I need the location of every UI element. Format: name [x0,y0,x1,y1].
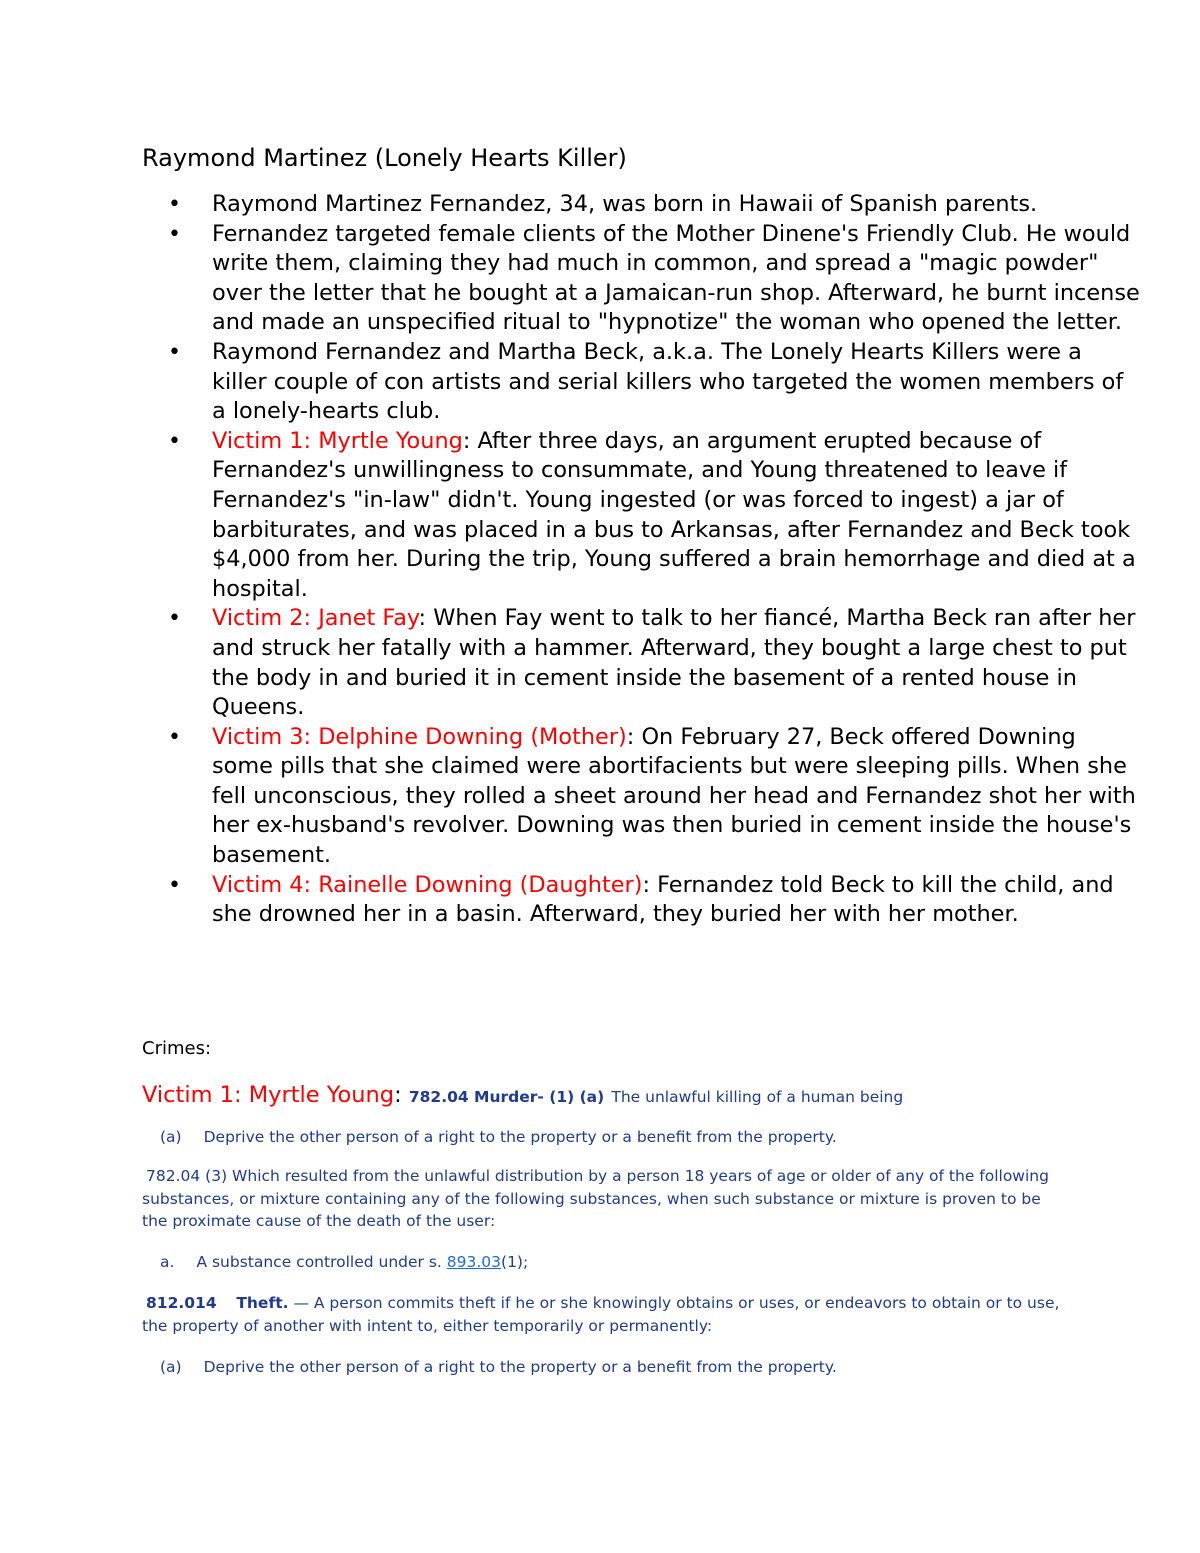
list-item-text: Fernandez told Beck to kill the child, and she drowned her in a basin. Afterward, they buried her with her mother. [212,871,1114,928]
statute-number: 782.04 Murder- (1) (a) [408,1088,605,1106]
list-item [212,427,1142,605]
crimes-heading: Crimes: [142,1038,212,1059]
item-text: Deprive the other person of a right to the property or a benefit from the property. [203,1358,837,1376]
facts-list [142,190,1142,930]
statute-item [160,1126,837,1149]
statute-number: 812.014 [146,1294,217,1312]
label-separator: : [462,427,478,454]
label-separator: : [626,723,642,750]
item-marker: (a) [160,1128,182,1146]
list-item-text: When Fay went to talk to her fiancé, Martha Beck ran after her and struck her fatally with a hammer. Afterward, they bought a large chest to put the body in and buried it in cement inside the basement of a rented house in Queens. [212,605,1136,721]
label-separator: : [642,871,658,898]
list-item [212,723,1142,871]
list-item-text: After three days, an argument erupted because of Fernandez's unwillingness to consummate, and Young threatened to leave if Fernandez's "in-law" didn't. Young ingested (or was forced to ingest) a jar of barbiturates, and was placed in a bus to Arkansas, after Fernandez and Beck took $4,000 from her. During the trip, Young suffered a brain hemorrhage and died at a hospital. [212,427,1136,602]
victim-label: Victim 3: Delphine Downing (Mother) [212,723,627,750]
victim-label: Victim 1: Myrtle Young [142,1082,395,1108]
item-text-suffix: (1); [501,1253,529,1271]
item-marker: (a) [160,1358,182,1376]
list-item-text: Fernandez targeted female clients of the Mother Dinene's Friendly Club. He would write them, claiming they had much in common, and spread a "magic powder" over the letter that he bought at a Jamaican-run shop. Afterward, he burnt incense and made an unspecified ritual to "hypnotize" the woman who opened the letter. [212,220,1140,336]
statute-sub-item [160,1251,528,1274]
label-separator: : [394,1082,402,1108]
list-item-text: On February 27, Beck offered Downing some pills that she claimed were abortifacients but were sleeping pills. When she fell unconscious, they rolled a sheet around her head and Fernandez shot her with her ex-husband's revolver. Downing was then buried in cement inside the house's basement. [212,723,1136,869]
statute-paragraph: 782.04 (3) Which resulted from the unlawful distribution by a person 18 years of age or older of any of the following substances, or mixture containing any of the following substances, when such substance or mixture is proven to be the proximate cause of the death of the user: [142,1167,1049,1230]
label-separator: : [418,605,434,632]
item-text: Deprive the other person of a right to the property or a benefit from the property. [203,1128,837,1146]
statute-text: — A person commits theft if he or she knowingly obtains or uses, or endeavors to obtain or to use, the property of another with intent to, either temporarily or permanently: [142,1294,1060,1335]
list-item [212,871,1142,930]
victim-label: Victim 1: Myrtle Young [212,427,463,454]
item-marker: a. [160,1253,175,1271]
statute-item [160,1356,837,1379]
item-text-prefix: A substance controlled under s. [196,1253,442,1271]
victim-label: Victim 2: Janet Fay [212,605,419,632]
list-item [212,190,1142,220]
victim-section-heading [142,1078,903,1114]
statute-name: Theft. [236,1294,289,1312]
list-item [212,338,1142,427]
statute-link[interactable]: 893.03 [446,1253,502,1271]
document-title: Raymond Martinez (Lonely Hearts Killer) [142,144,627,172]
statute-text: The unlawful killing of a human being [611,1088,904,1106]
theft-statute [142,1292,1062,1337]
list-item [212,220,1142,338]
list-item [212,604,1142,722]
list-item-text: Raymond Martinez Fernandez, 34, was born in Hawaii of Spanish parents. [212,191,1038,217]
victim-label: Victim 4: Rainelle Downing (Daughter) [212,871,643,898]
list-item-text: Raymond Fernandez and Martha Beck, a.k.a. The Lonely Hearts Killers were a killer couple of con artists and serial killers who targeted the women members of a lonely-hearts club. [212,338,1124,425]
